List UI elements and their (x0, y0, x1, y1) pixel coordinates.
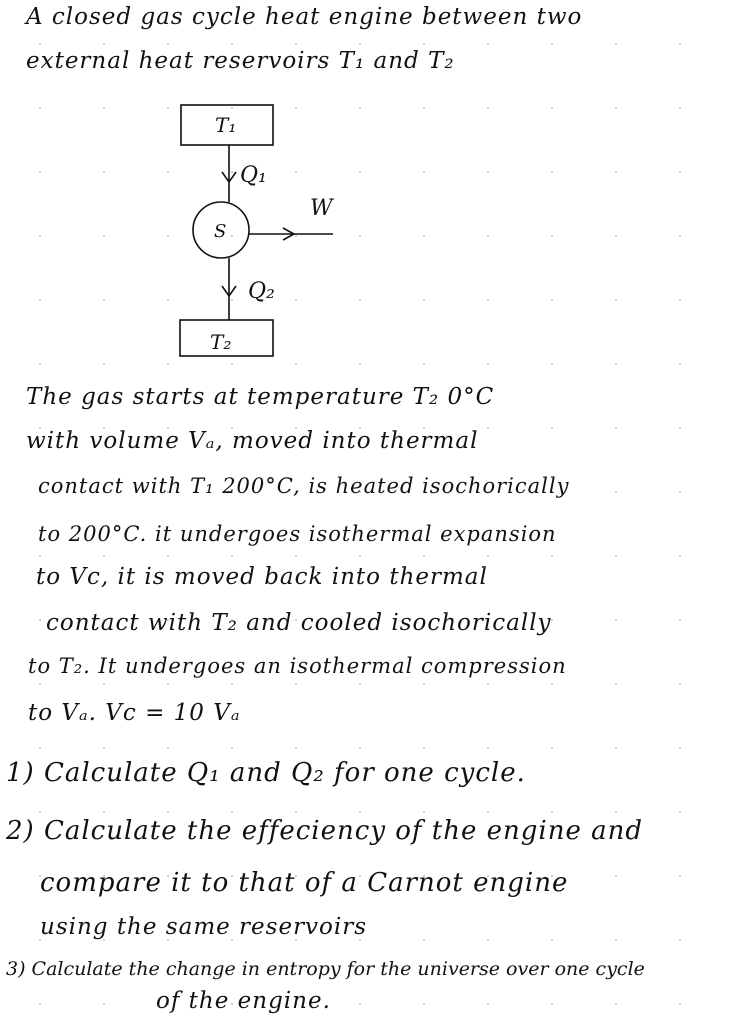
description-line-6: contact with T₂ and cooled isochorically (46, 610, 552, 636)
heat-engine-diagram (0, 0, 732, 370)
intro-line-2: external heat reservoirs T₁ and T₂ (26, 48, 455, 74)
question-2-line-3: using the same reservoirs (40, 914, 368, 940)
work-label: W (310, 196, 333, 221)
description-line-8: to Vₐ. Vc = 10 Vₐ (28, 700, 241, 726)
description-line-4: to 200°C. it undergoes isothermal expansion (38, 522, 557, 546)
intro-line-1: A closed gas cycle heat engine between two (26, 4, 583, 30)
description-line-5: to Vc, it is moved back into thermal (36, 564, 488, 590)
heat-in-label: Q₁ (240, 163, 267, 188)
question-2-line-1: 2) Calculate the effeciency of the engine and (6, 816, 644, 846)
question-3-line-1: 3) Calculate the change in entropy for the universe over one cycle (6, 958, 645, 980)
question-2-line-2: compare it to that of a Carnot engine (40, 868, 569, 898)
description-line-2: with volume Vₐ, moved into thermal (26, 428, 479, 454)
description-line-3: contact with T₁ 200°C, is heated isochorically (38, 474, 570, 498)
cold-reservoir-label: T₂ (210, 330, 232, 354)
description-line-7: to T₂. It undergoes an isothermal compression (28, 654, 567, 678)
system-label: S (214, 221, 227, 242)
hot-reservoir-label: T₁ (215, 113, 237, 137)
question-1: 1) Calculate Q₁ and Q₂ for one cycle. (6, 758, 526, 788)
heat-out-label: Q₂ (248, 279, 275, 304)
description-line-1: The gas starts at temperature T₂ 0°C (26, 384, 495, 410)
question-3-line-2: of the engine. (156, 988, 331, 1014)
